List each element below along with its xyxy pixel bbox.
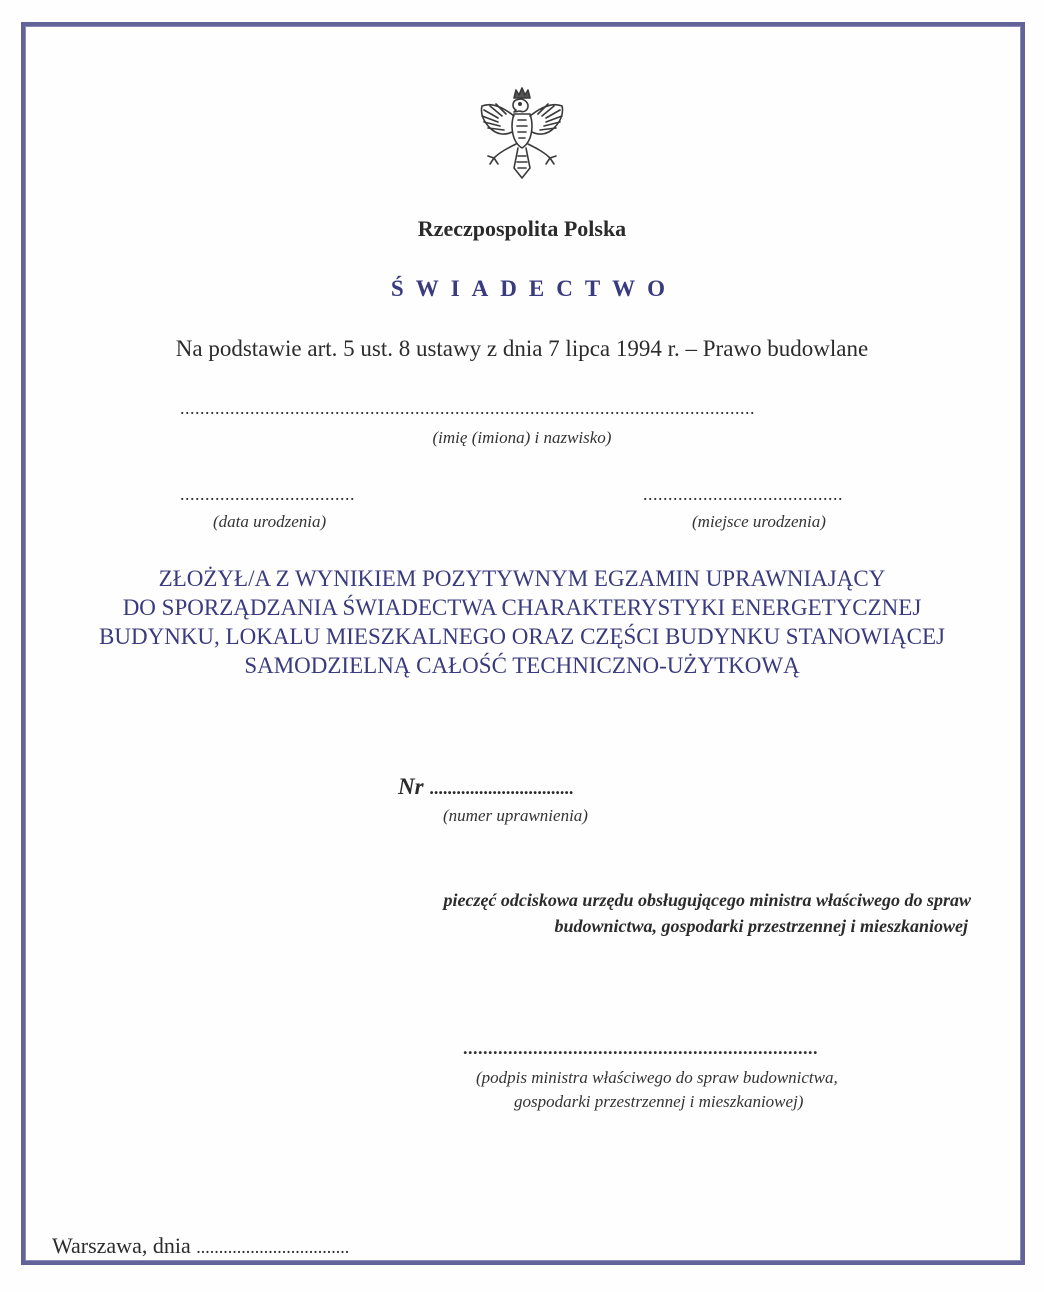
- certificate-title: ŚWIADECTWO: [390, 276, 678, 301]
- seal-note-line: budownictwa, gospodarki przestrzennej i mieszkaniowej: [554, 916, 968, 936]
- birth-place-field-line[interactable]: ........................................: [643, 484, 843, 504]
- statement-line: BUDYNKU, LOKALU MIESZKALNEGO ORAZ CZĘŚCI BUDYNKU STANOWIĄCEJ: [99, 624, 945, 649]
- license-number-caption: (numer uprawnienia): [443, 806, 588, 825]
- date-field[interactable]: ..................................: [196, 1237, 350, 1257]
- exam-statement: [0, 564, 1044, 680]
- polish-eagle-emblem-icon: [474, 86, 570, 184]
- birth-date-caption: (data urodzenia): [213, 512, 327, 531]
- statement-line: ZŁOŻYŁ/A Z WYNIKIEM POZYTYWNYM EGZAMIN UPRAWNIAJĄCY: [158, 566, 886, 591]
- seal-note-line: pieczęć odciskowa urzędu obsługującego ministra właściwego do spraw: [443, 890, 971, 910]
- signature-caption-line: (podpis ministra właściwego do spraw budownictwa,: [476, 1068, 838, 1087]
- birth-place-caption: (miejsce urodzenia): [692, 512, 826, 531]
- place-date-row: [52, 1233, 349, 1259]
- birth-date-field-line[interactable]: ...................................: [180, 484, 355, 504]
- republic-name: Rzeczpospolita Polska: [417, 216, 627, 241]
- signature-caption-line: gospodarki przestrzennej i mieszkaniowej): [514, 1092, 804, 1111]
- name-field-line[interactable]: ...................................................................................................................: [180, 398, 755, 418]
- signature-field-line[interactable]: .......................................................................: [463, 1038, 818, 1058]
- statement-line: DO SPORZĄDZANIA ŚWIADECTWA CHARAKTERYSTYKI ENERGETYCZNEJ: [122, 595, 922, 620]
- name-field-caption: (imię (imiona) i nazwisko): [432, 428, 612, 447]
- license-number-row: [398, 774, 573, 800]
- statement-line: SAMODZIELNĄ CAŁOŚĆ TECHNICZNO-UŻYTKOWĄ: [244, 653, 800, 678]
- license-number-label: Nr: [398, 774, 424, 799]
- legal-basis: Na podstawie art. 5 ust. 8 ustawy z dnia 7 lipca 1994 r. – Prawo budowlane: [175, 336, 869, 361]
- license-number-field[interactable]: ................................: [429, 778, 574, 798]
- place-date-label: Warszawa, dnia: [52, 1233, 191, 1258]
